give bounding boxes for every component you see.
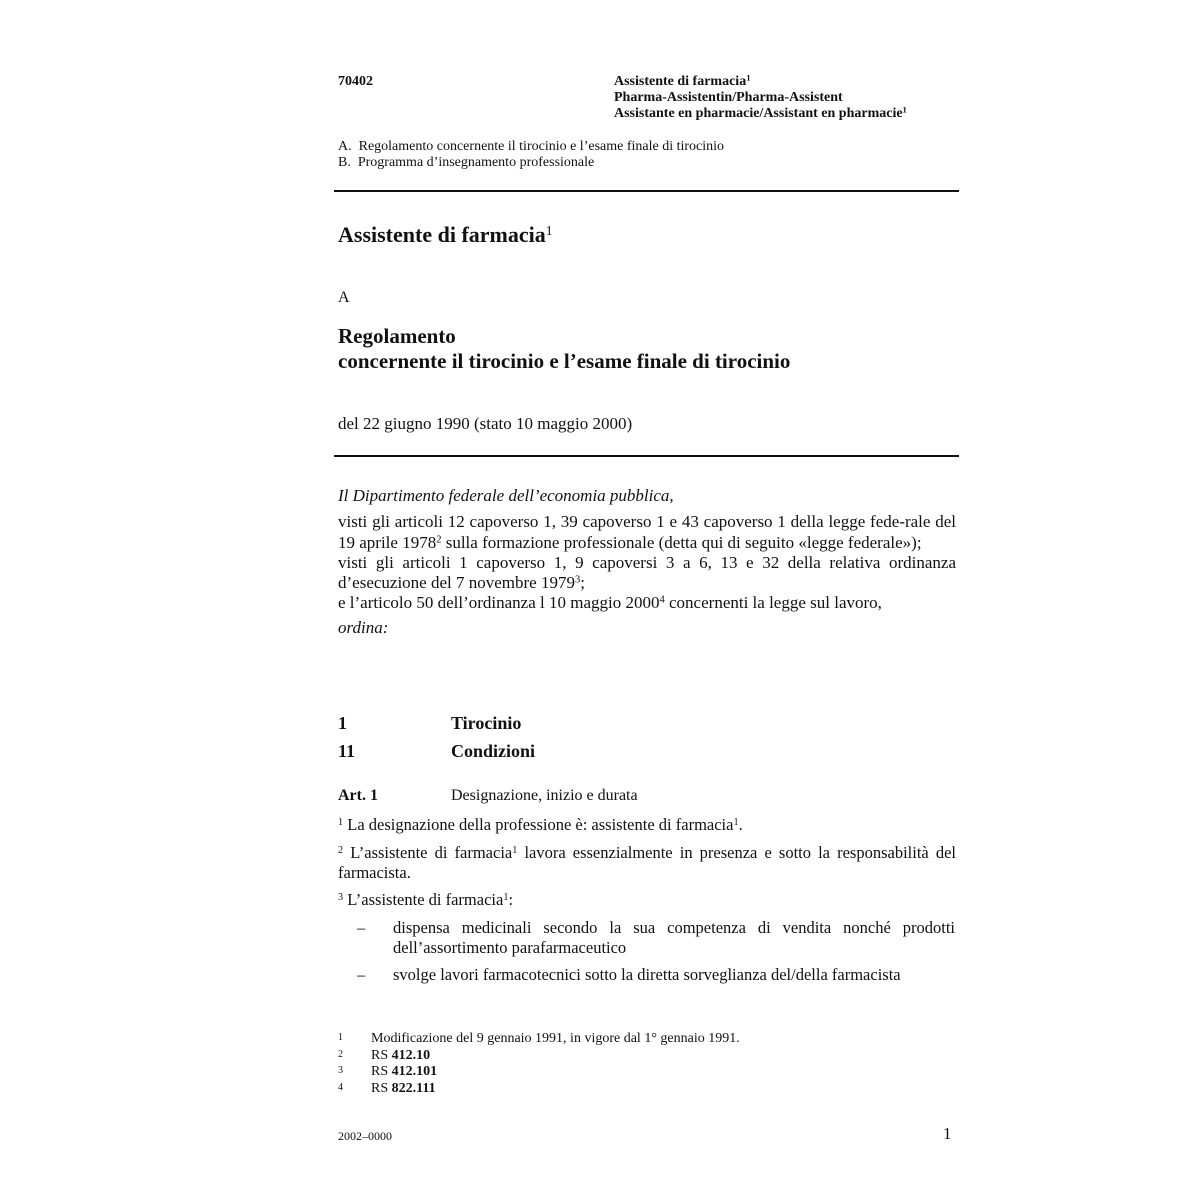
header-titles — [614, 74, 907, 122]
article-title: Designazione, inizio e durata — [451, 787, 638, 804]
document-title: Assistente di farmacia$^1$ — [338, 222, 553, 247]
section-title: Tirocinio — [451, 713, 522, 733]
ordina: ordina: — [338, 617, 389, 637]
article-paragraph-3: $^3$ L’assistente di farmacia$^1$: — [338, 890, 514, 909]
article-paragraph-1: $^1$ La designazione della professione è: assistente di farmacia$^1$. — [338, 815, 743, 834]
regulation-title: Regolamento concernente il tirocinio e l’esame finale di tirocinio — [338, 324, 791, 373]
divider — [334, 455, 959, 457]
footnote: 2 RS 412.10 — [338, 1047, 431, 1063]
regulation-date: del 22 giugno 1990 (stato 10 maggio 2000) — [338, 414, 633, 433]
document-code: 70402 — [338, 74, 373, 89]
preamble — [338, 486, 956, 638]
footnote: 4 RS 822.111 — [338, 1080, 436, 1096]
article-paragraph-2: $^2$ L’assistente di farmacia$^1$ lavora essenzialmente in presenza e sotto la responsabilità del farmacista. — [338, 843, 956, 882]
article-number: Art. 1 — [338, 787, 378, 804]
preamble-para-3: e l’articolo 50 dell’ordinanza l 10 maggio 2000$^4$ concernenti la legge sul lavoro, — [338, 593, 882, 613]
preamble-para-1: visti gli articoli 12 capoverso 1, 39 capoverso 1 e 43 capoverso 1 della legge fede-rale del 19 aprile 1978$^2$ sulla formazione professionale (detta qui di seguito «legge federale»); — [338, 512, 956, 552]
list-item: dispensa medicinali secondo la sua competenza di vendita nonché prodotti dell’assortimento parafarmaceutico — [393, 918, 955, 957]
page-number: 1 — [943, 1124, 952, 1143]
header-parts — [338, 139, 724, 171]
list-item: svolge lavori farmacotecnici sotto la diretta sorveglianza del/della farmacista — [393, 965, 901, 984]
preamble-para-2: visti gli articoli 1 capoverso 1, 9 capoversi 3 a 6, 13 e 32 della relativa ordinanza d’esecuzione del 7 novembre 1979$^3$; — [338, 552, 956, 593]
header-title-it: Assistente di farmacia$^1$ — [614, 72, 751, 89]
section-letter: A — [338, 289, 350, 306]
footnote: 3 RS 412.101 — [338, 1064, 438, 1079]
part-b: B. Programma d’insegnamento professionale — [338, 155, 595, 170]
footnote-ref: 1 — [545, 223, 553, 239]
part-a: A. Regolamento concernente il tirocinio e l’esame finale di tirocinio — [338, 139, 725, 154]
divider — [334, 190, 959, 192]
dash-marker: – — [357, 918, 366, 937]
section-number: 11 — [338, 741, 356, 761]
footnote-ref: 1 — [902, 104, 907, 115]
header-title-fr: Assistante en pharmacie/Assistant en pharmacie$^1$ — [614, 104, 907, 121]
footnote-ref: 1 — [746, 72, 751, 83]
section-number: 1 — [338, 713, 347, 733]
footnote: 1 Modificazione del 9 gennaio 1991, in vigore dal 1° gennaio 1991. — [338, 1031, 740, 1046]
authority: Il Dipartimento federale dell’economia pubblica, — [338, 486, 674, 505]
dash-marker: – — [357, 965, 366, 984]
header-title-de: Pharma-Assistentin/Pharma-Assistent — [614, 90, 843, 105]
section-title: Condizioni — [451, 741, 536, 761]
footnotes — [338, 1031, 958, 1097]
footer-code: 2002–0000 — [338, 1129, 392, 1143]
